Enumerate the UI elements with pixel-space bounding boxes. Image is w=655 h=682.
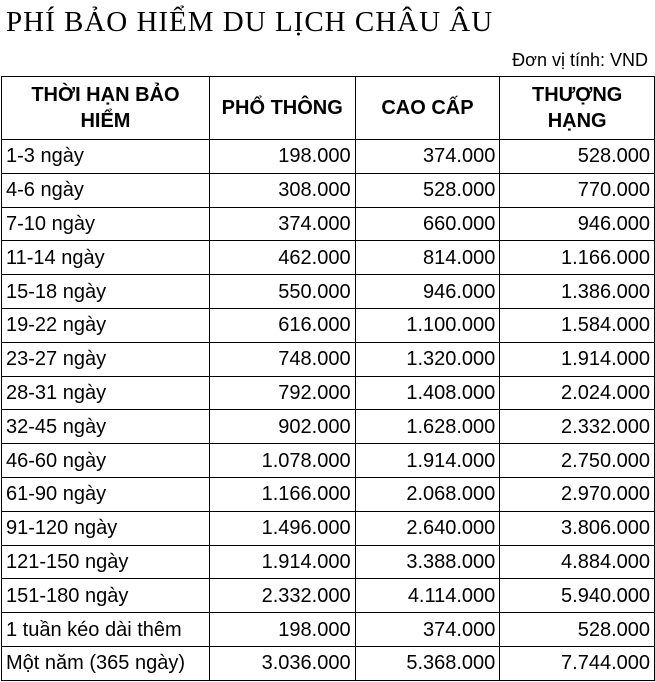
header-standard: PHỔ THÔNG — [209, 77, 355, 140]
standard-price-cell: 550.000 — [209, 275, 355, 309]
table-row — [2, 207, 655, 241]
duration-cell: 1-3 ngày — [2, 140, 210, 174]
standard-price-cell: 198.000 — [209, 613, 355, 647]
standard-price-cell: 792.000 — [209, 376, 355, 410]
standard-price-cell: 308.000 — [209, 173, 355, 207]
premium-price-cell: 528.000 — [355, 173, 500, 207]
premium-price-cell: 1.628.000 — [355, 410, 500, 444]
table-row — [2, 410, 655, 444]
premium-price-cell: 4.114.000 — [355, 579, 500, 613]
table-header-row — [2, 77, 655, 140]
table-row — [2, 275, 655, 309]
standard-price-cell: 1.078.000 — [209, 444, 355, 478]
duration-cell: 61-90 ngày — [2, 477, 210, 511]
header-duration: THỜI HẠN BẢO HIỂM — [2, 77, 210, 140]
table-row — [2, 613, 655, 647]
first-class-price-cell: 946.000 — [500, 207, 655, 241]
premium-price-cell: 374.000 — [355, 140, 500, 174]
table-row — [2, 545, 655, 579]
table-row — [2, 173, 655, 207]
premium-price-cell: 2.640.000 — [355, 511, 500, 545]
standard-price-cell: 1.166.000 — [209, 477, 355, 511]
first-class-price-cell: 1.584.000 — [500, 308, 655, 342]
duration-cell: 23-27 ngày — [2, 342, 210, 376]
premium-price-cell: 3.388.000 — [355, 545, 500, 579]
standard-price-cell: 198.000 — [209, 140, 355, 174]
premium-price-cell: 1.320.000 — [355, 342, 500, 376]
first-class-price-cell: 1.386.000 — [500, 275, 655, 309]
premium-price-cell: 1.100.000 — [355, 308, 500, 342]
first-class-price-cell: 7.744.000 — [500, 646, 655, 680]
duration-cell: 28-31 ngày — [2, 376, 210, 410]
premium-price-cell: 946.000 — [355, 275, 500, 309]
standard-price-cell: 462.000 — [209, 241, 355, 275]
standard-price-cell: 902.000 — [209, 410, 355, 444]
standard-price-cell: 374.000 — [209, 207, 355, 241]
table-row — [2, 646, 655, 680]
first-class-price-cell: 528.000 — [500, 613, 655, 647]
premium-price-cell: 1.408.000 — [355, 376, 500, 410]
duration-cell: 32-45 ngày — [2, 410, 210, 444]
first-class-price-cell: 2.024.000 — [500, 376, 655, 410]
premium-price-cell: 374.000 — [355, 613, 500, 647]
standard-price-cell: 3.036.000 — [209, 646, 355, 680]
first-class-price-cell: 4.884.000 — [500, 545, 655, 579]
table-row — [2, 308, 655, 342]
duration-cell: 91-120 ngày — [2, 511, 210, 545]
table-row — [2, 241, 655, 275]
duration-cell: 46-60 ngày — [2, 444, 210, 478]
premium-price-cell: 2.068.000 — [355, 477, 500, 511]
premium-price-cell: 814.000 — [355, 241, 500, 275]
first-class-price-cell: 1.914.000 — [500, 342, 655, 376]
standard-price-cell: 748.000 — [209, 342, 355, 376]
header-premium: CAO CẤP — [355, 77, 500, 140]
duration-cell: 1 tuần kéo dài thêm — [2, 613, 210, 647]
first-class-price-cell: 2.332.000 — [500, 410, 655, 444]
table-row — [2, 140, 655, 174]
insurance-fee-table — [1, 76, 655, 681]
duration-cell: 11-14 ngày — [2, 241, 210, 275]
duration-cell: 151-180 ngày — [2, 579, 210, 613]
duration-cell: 19-22 ngày — [2, 308, 210, 342]
premium-price-cell: 1.914.000 — [355, 444, 500, 478]
table-row — [2, 477, 655, 511]
first-class-price-cell: 5.940.000 — [500, 579, 655, 613]
duration-cell: 7-10 ngày — [2, 207, 210, 241]
currency-unit-note: Đơn vị tính: VND — [512, 50, 648, 70]
premium-price-cell: 5.368.000 — [355, 646, 500, 680]
table-row — [2, 342, 655, 376]
first-class-price-cell: 1.166.000 — [500, 241, 655, 275]
duration-cell: 121-150 ngày — [2, 545, 210, 579]
table-row — [2, 511, 655, 545]
header-first-class: THƯỢNG HẠNG — [500, 77, 655, 140]
table-row — [2, 444, 655, 478]
table-row — [2, 579, 655, 613]
standard-price-cell: 2.332.000 — [209, 579, 355, 613]
premium-price-cell: 660.000 — [355, 207, 500, 241]
first-class-price-cell: 528.000 — [500, 140, 655, 174]
table-row — [2, 376, 655, 410]
first-class-price-cell: 2.970.000 — [500, 477, 655, 511]
first-class-price-cell: 2.750.000 — [500, 444, 655, 478]
standard-price-cell: 1.914.000 — [209, 545, 355, 579]
duration-cell: Một năm (365 ngày) — [2, 646, 210, 680]
standard-price-cell: 1.496.000 — [209, 511, 355, 545]
page-title: PHÍ BẢO HIỂM DU LỊCH CHÂU ÂU — [6, 6, 494, 38]
duration-cell: 15-18 ngày — [2, 275, 210, 309]
first-class-price-cell: 770.000 — [500, 173, 655, 207]
first-class-price-cell: 3.806.000 — [500, 511, 655, 545]
duration-cell: 4-6 ngày — [2, 173, 210, 207]
standard-price-cell: 616.000 — [209, 308, 355, 342]
